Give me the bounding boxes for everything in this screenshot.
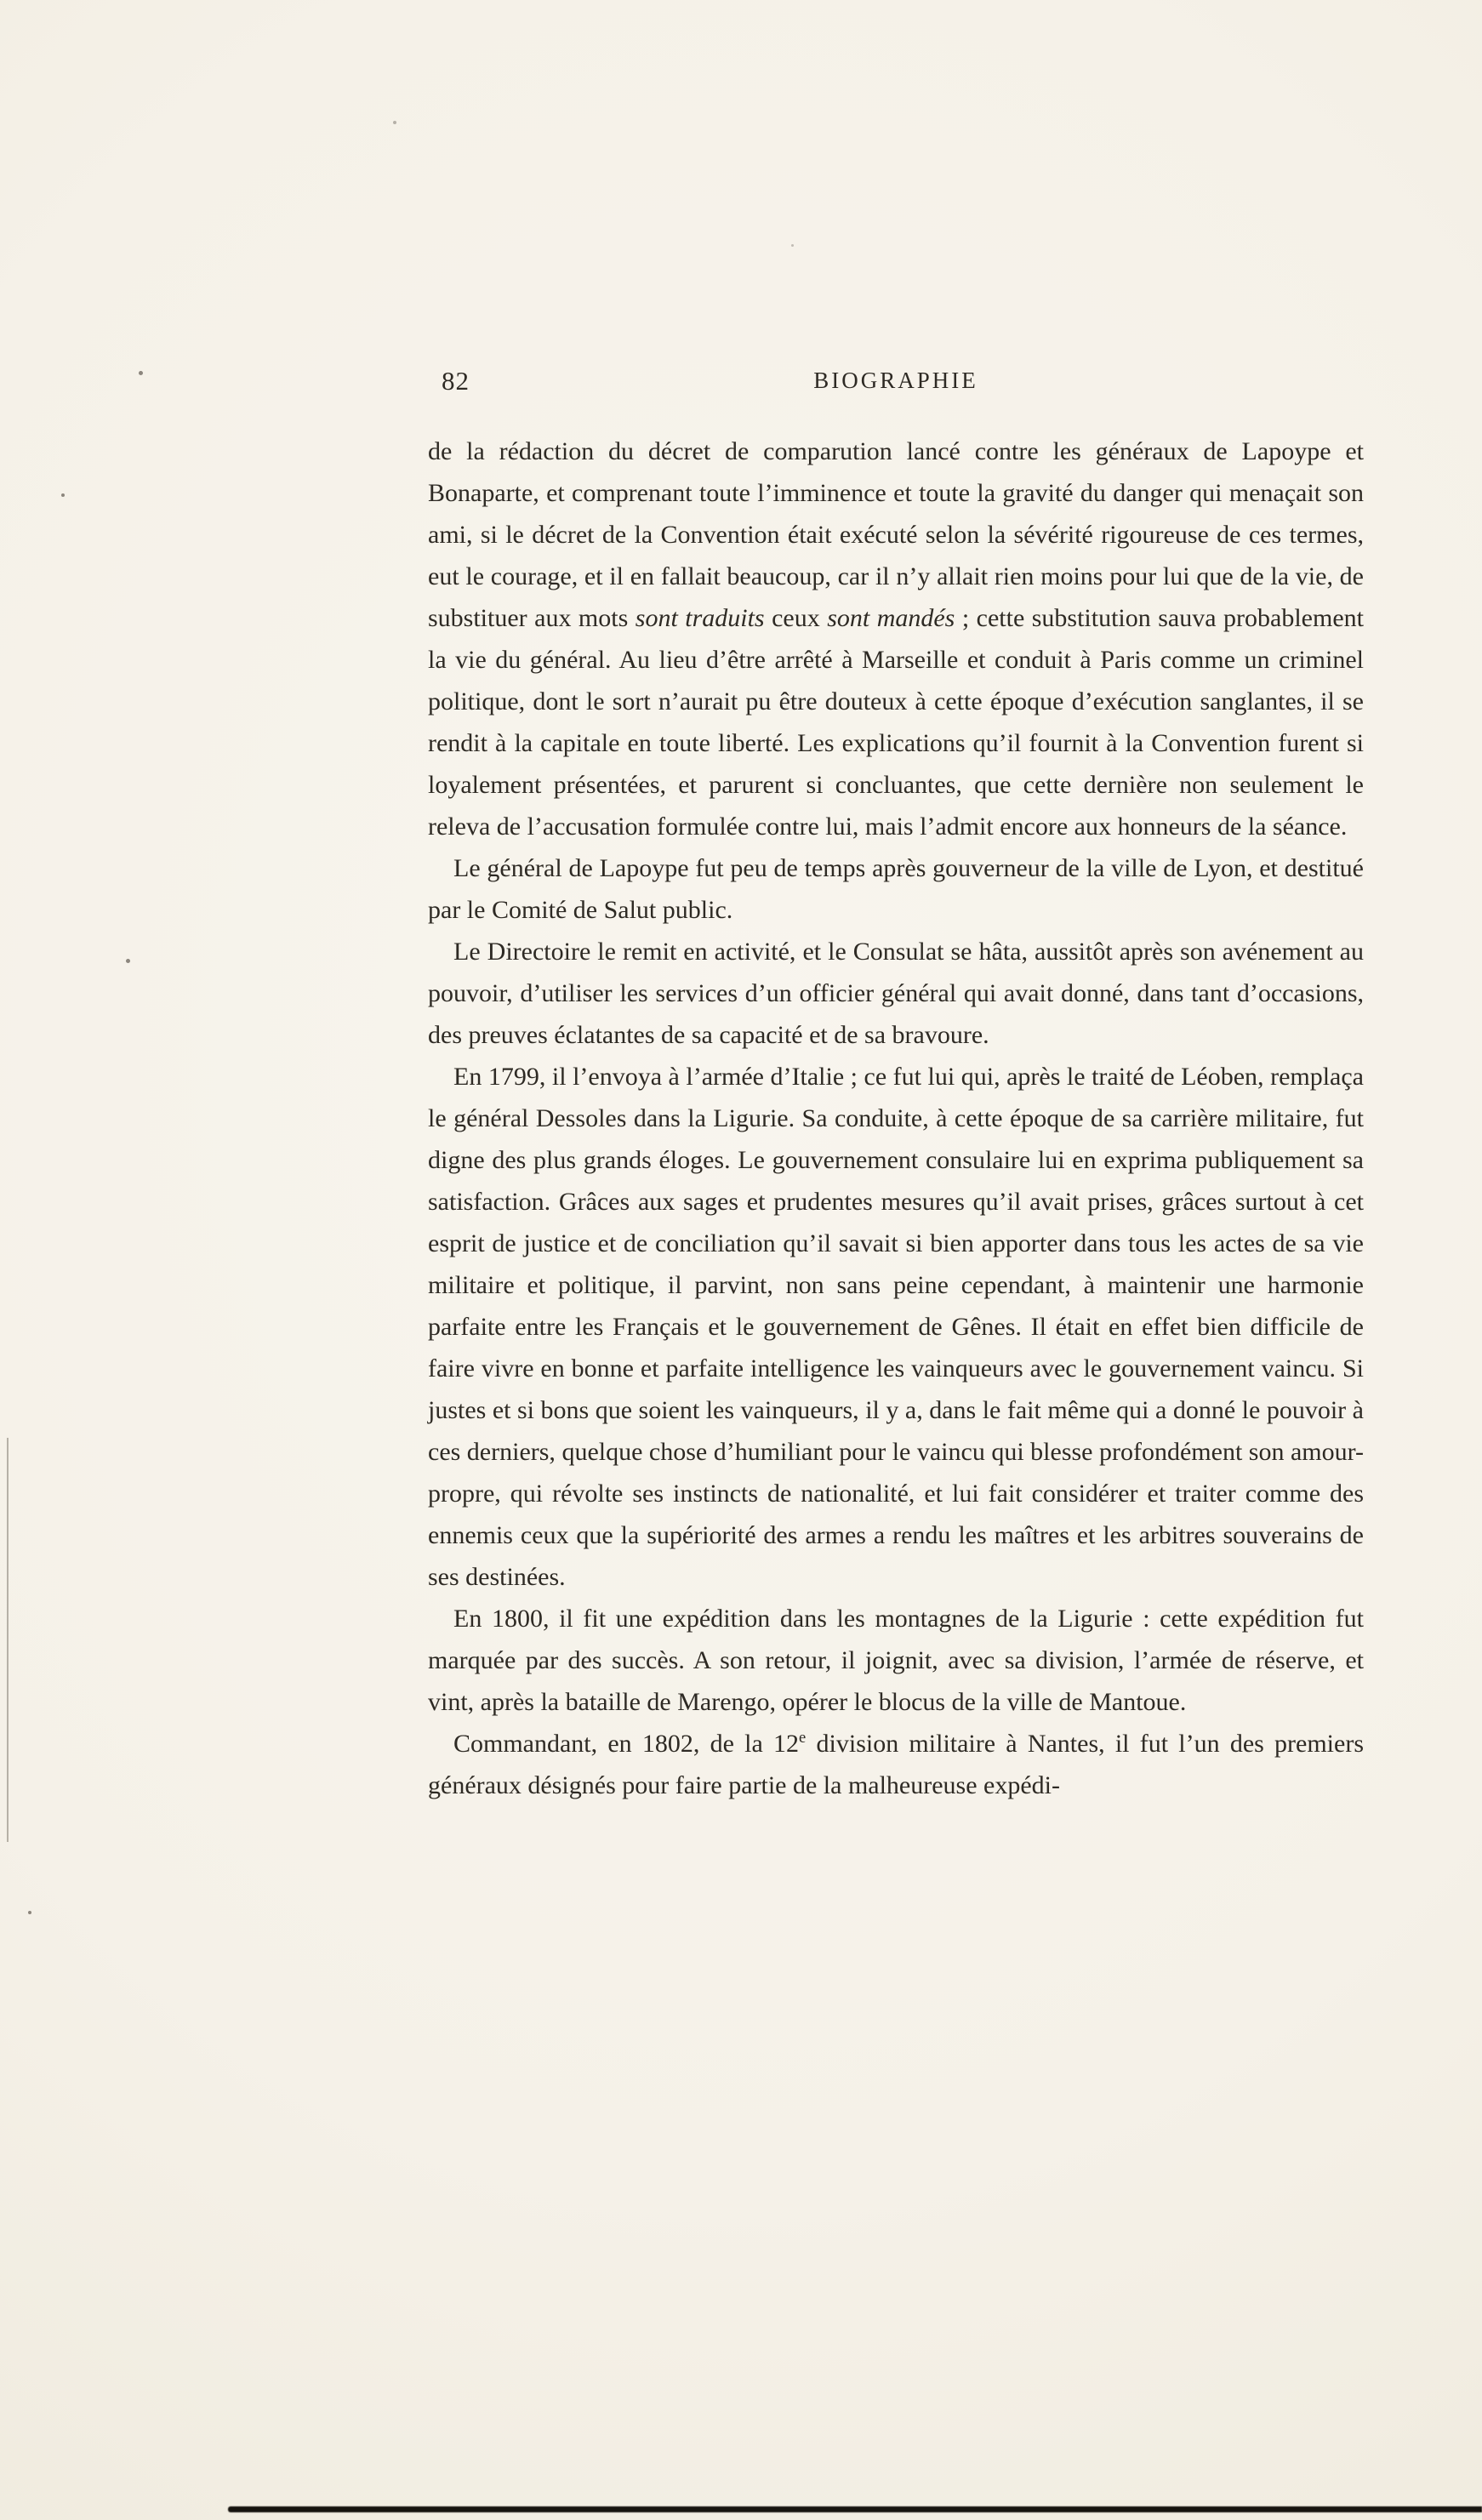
scan-speck — [126, 959, 130, 963]
paragraph — [428, 847, 1364, 931]
scan-speck — [28, 1911, 31, 1914]
page-number: 82 — [442, 366, 470, 396]
text-run: de la rédaction du décret de comparution lancé contre les généraux de Lapoype et Bonaparte, et comprenant toute l’imminence et toute la gravité du danger qui menaçait son ami, si le décret de la Convention était exécuté selon la sévérité rigoureuse de ces termes, eut le courage, et il en fallait beaucoup, car il n’y allait rien moins pour lui que de la vie, de substituer aux mots — [428, 437, 1364, 632]
text-run: Le Directoire le remit en activité, et le Consulat se hâta, aussitôt après son avénement au pouvoir, d’utiliser les services d’un officier général qui avait donné, dans tant d’occasions, des preuves éclatantes de sa capacité et de sa bravoure. — [428, 938, 1364, 1049]
paragraph — [428, 1056, 1364, 1598]
text-run: division militaire à Nantes, il fut l’un des premiers généraux désignés pour faire partie de la malheureuse expédi- — [428, 1730, 1364, 1799]
superscript-run: e — [799, 1729, 807, 1747]
paragraph — [428, 1723, 1364, 1806]
body-text — [428, 430, 1364, 1806]
running-title: BIOGRAPHIE — [813, 368, 978, 393]
paragraph — [428, 1598, 1364, 1723]
paragraph — [428, 430, 1364, 847]
text-run: ; cette substitution sauva probablement la vie du général. Au lieu d’être arrêté à Marseille et conduit à Paris comme un criminel politique, dont le sort n’aurait pu être douteux à cette époque d’exécution sanglantes, il se rendit à la capitale en toute liberté. Les explications qu’il fournit à la Convention furent si loyalement présentées, et parurent si concluantes, que cette dernière non seulement le releva de l’accusation formulée contre lui, mais l’admit encore aux honneurs de la séance. — [428, 604, 1364, 841]
scan-speck — [393, 121, 396, 124]
text-run: En 1800, il fit une expédition dans les montagnes de la Ligurie : cette expédition fut marquée par des succès. A son retour, il joignit, avec sa division, l’armée de réserve, et vint, après la bataille de Marengo, opérer le blocus de la ville de Mantoue. — [428, 1605, 1364, 1716]
paragraph — [428, 931, 1364, 1056]
scan-speck — [139, 371, 143, 375]
italic-text-run: sont mandés — [827, 604, 955, 632]
text-run: ceux — [764, 604, 828, 632]
page-header — [428, 366, 1364, 403]
scan-artifact-bottom-line — [228, 2506, 1482, 2512]
scan-artifact-left-line — [7, 1438, 9, 1842]
scan-speck — [61, 493, 65, 497]
text-run: En 1799, il l’envoya à l’armée d’Italie ; ce fut lui qui, après le traité de Léoben, remplaça le général Dessoles dans la Ligurie. Sa conduite, à cette époque de sa carrière militaire, fut digne des plus grands éloges. Le gouvernement consulaire lui en exprima publiquement sa satisfaction. Grâces aux sages et prudentes mesures qu’il avait prises, grâces surtout à cet esprit de justice et de conciliation qu’il savait si bien apporter dans tous les actes de sa vie militaire et politique, il parvint, non sans peine cependant, à maintenir une harmonie parfaite entre les Français et le gouvernement de Gênes. Il était en effet bien difficile de faire vivre en bonne et parfaite intelligence les vainqueurs avec le gouvernement vaincu. Si justes et si bons que soient les vainqueurs, il y a, dans le fait même qui a donné le pouvoir à ces derniers, quelque chose d’humiliant pour le vaincu qui blesse profondément son amour-propre, qui révolte ses instincts de nationalité, et lui fait considérer et traiter comme des ennemis ceux que la supériorité des armes a rendu les maîtres et les arbitres souverains de ses destinées. — [428, 1063, 1364, 1591]
text-run: Commandant, en 1802, de la 12 — [453, 1730, 800, 1758]
italic-text-run: sont traduits — [635, 604, 765, 632]
scan-speck — [791, 244, 794, 247]
text-run: Le général de Lapoype fut peu de temps après gouverneur de la ville de Lyon, et destitué par le Comité de Salut public. — [428, 854, 1364, 924]
